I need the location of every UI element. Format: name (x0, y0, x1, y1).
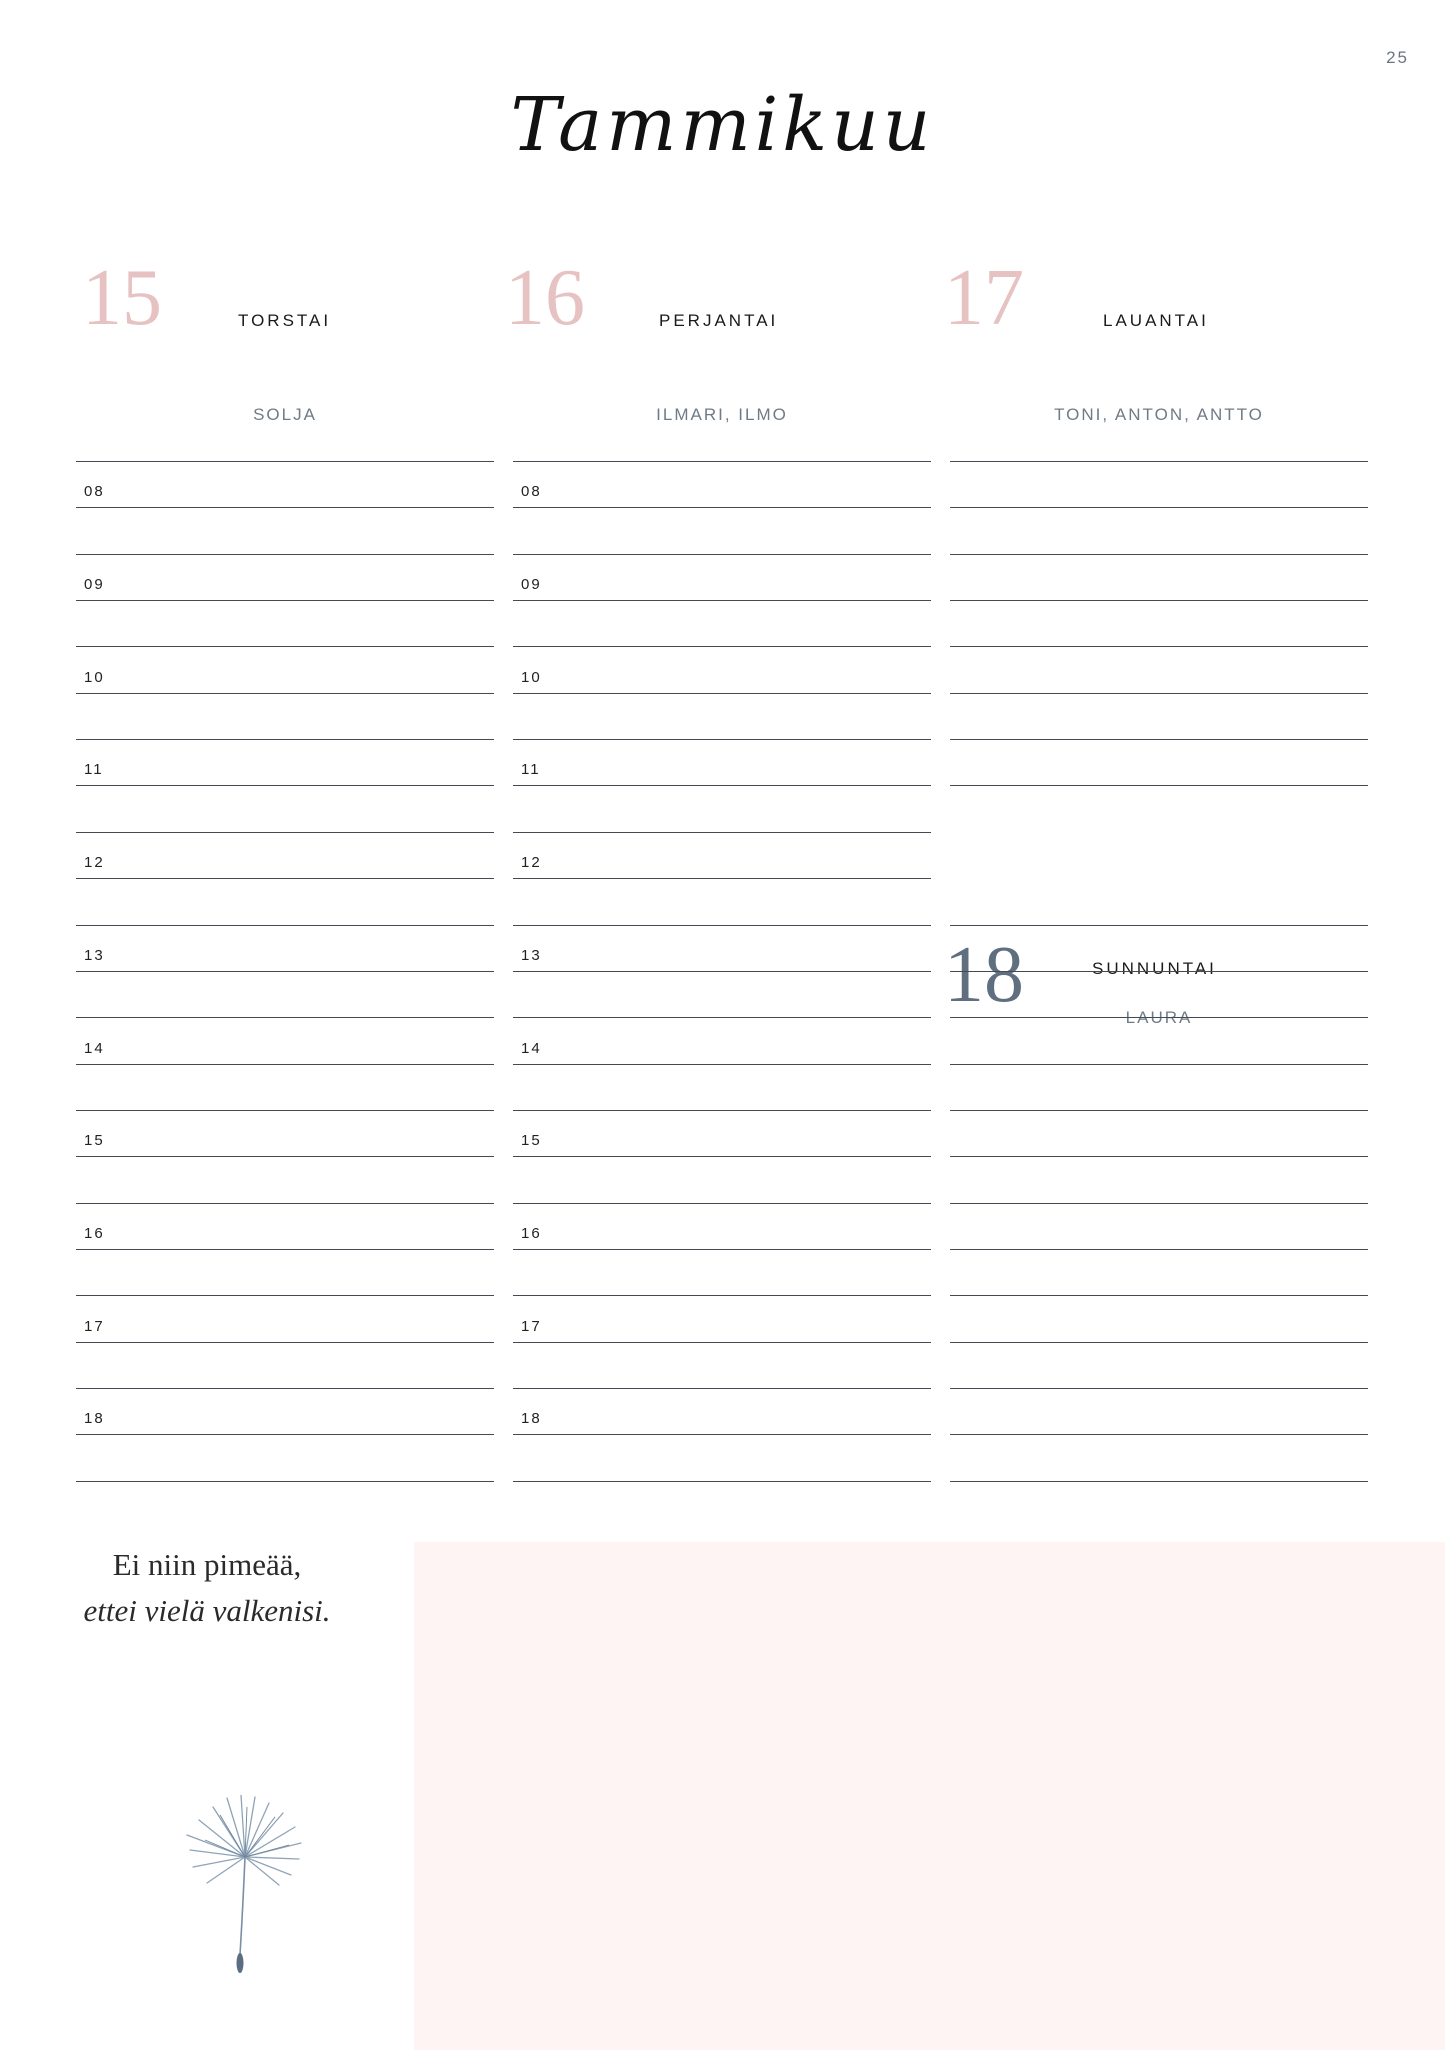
ruled-line (950, 461, 1368, 462)
hour-label: 18 (84, 1410, 105, 1428)
ruled-line (950, 600, 1368, 601)
ruled-line (76, 971, 494, 972)
ruled-line (76, 1342, 494, 1343)
ruled-line (950, 554, 1368, 555)
name-day: SOLJA (253, 405, 317, 424)
ruled-line (76, 878, 494, 879)
ruled-line (513, 1156, 931, 1157)
ruled-line (950, 1342, 1368, 1343)
month-title: Tammikuu (510, 82, 935, 168)
day-name: LAUANTAI (1103, 311, 1209, 330)
ruled-line (950, 1388, 1368, 1389)
ruled-line (76, 1295, 494, 1296)
page-number: 25 (1386, 48, 1409, 67)
ruled-line (76, 554, 494, 555)
ruled-line (513, 785, 931, 786)
hour-label: 18 (521, 1410, 542, 1428)
day-column-15 (76, 0, 494, 1490)
ruled-line (76, 1388, 494, 1389)
ruled-line (950, 1295, 1368, 1296)
ruled-line (950, 785, 1368, 786)
name-day: TONI, ANTON, ANTTO (1054, 405, 1264, 424)
hour-label: 12 (521, 854, 542, 872)
hour-label: 14 (84, 1039, 105, 1057)
ruled-line (76, 739, 494, 740)
ruled-line (950, 739, 1368, 740)
hour-label: 09 (84, 576, 105, 594)
ruled-line (76, 461, 494, 462)
ruled-line (76, 1156, 494, 1157)
ruled-line (76, 1110, 494, 1111)
ruled-line (513, 461, 931, 462)
ruled-line (76, 1434, 494, 1435)
ruled-line (76, 693, 494, 694)
ruled-line (513, 1249, 931, 1250)
ruled-line (76, 1481, 494, 1482)
ruled-line (950, 1110, 1368, 1111)
ruled-line (950, 971, 1368, 972)
ruled-line (76, 507, 494, 508)
ruled-line (513, 507, 931, 508)
hour-label: 11 (84, 761, 104, 779)
ruled-line (950, 925, 1368, 926)
ruled-line (513, 971, 931, 972)
ruled-line (513, 1017, 931, 1018)
ruled-line (950, 1064, 1368, 1065)
ruled-line (950, 646, 1368, 647)
quote-line-2: ettei vielä valkenisi. (83, 1593, 331, 1628)
quote (0, 1542, 414, 1634)
ruled-line (76, 1203, 494, 1204)
hour-label: 17 (84, 1317, 105, 1335)
ruled-line (513, 646, 931, 647)
ruled-line (950, 1249, 1368, 1250)
hour-label: 09 (521, 576, 542, 594)
ruled-line (950, 1017, 1368, 1018)
ruled-line (950, 1203, 1368, 1204)
ruled-line (513, 1342, 931, 1343)
ruled-line (513, 554, 931, 555)
ruled-line (513, 925, 931, 926)
hour-label: 13 (84, 946, 105, 964)
ruled-line (513, 600, 931, 601)
ruled-line (513, 739, 931, 740)
hour-label: 15 (521, 1132, 542, 1150)
hour-label: 17 (521, 1317, 542, 1335)
ruled-line (950, 1481, 1368, 1482)
ruled-line (76, 646, 494, 647)
hour-label: 10 (521, 668, 542, 686)
ruled-line (513, 693, 931, 694)
ruled-line (76, 925, 494, 926)
name-day: ILMARI, ILMO (656, 405, 788, 424)
name-day: LAURA (1125, 1008, 1193, 1027)
ruled-line (513, 1434, 931, 1435)
ruled-line (76, 600, 494, 601)
quote-line-1: Ei niin pimeää, (112, 1547, 302, 1582)
day-column-16 (505, 0, 931, 1490)
ruled-line (513, 1203, 931, 1204)
ruled-line (950, 507, 1368, 508)
day-number: 18 (944, 931, 1024, 1019)
hour-label: 16 (521, 1224, 542, 1242)
hour-label: 15 (84, 1132, 105, 1150)
ruled-line (950, 1434, 1368, 1435)
hour-label: 11 (521, 761, 541, 779)
hour-label: 12 (84, 854, 105, 872)
ruled-line (513, 1388, 931, 1389)
hour-label: 10 (84, 668, 105, 686)
ruled-line (513, 1110, 931, 1111)
day-name: PERJANTAI (659, 311, 779, 330)
ruled-line (513, 1481, 931, 1482)
ruled-line (513, 832, 931, 833)
hour-label: 16 (84, 1224, 105, 1242)
day-number: 15 (82, 254, 162, 342)
ruled-line (513, 1295, 931, 1296)
ruled-line (513, 878, 931, 879)
ruled-line (950, 1156, 1368, 1157)
hour-label: 14 (521, 1039, 542, 1057)
hour-label: 08 (521, 483, 542, 501)
dandelion-seed-icon (185, 1795, 335, 1975)
notes-area[interactable] (414, 1542, 1445, 2050)
ruled-line (513, 1064, 931, 1065)
ruled-line (950, 693, 1368, 694)
hour-label: 08 (84, 483, 105, 501)
ruled-line (76, 1249, 494, 1250)
ruled-line (76, 1017, 494, 1018)
ruled-line (76, 1064, 494, 1065)
day-number: 17 (944, 254, 1024, 342)
hour-label: 13 (521, 946, 542, 964)
ruled-line (76, 832, 494, 833)
ruled-line (76, 785, 494, 786)
day-name: TORSTAI (238, 311, 332, 330)
day-number: 16 (505, 254, 585, 342)
day-name: SUNNUNTAI (1092, 959, 1217, 978)
day-column-17-18 (944, 0, 1368, 1490)
